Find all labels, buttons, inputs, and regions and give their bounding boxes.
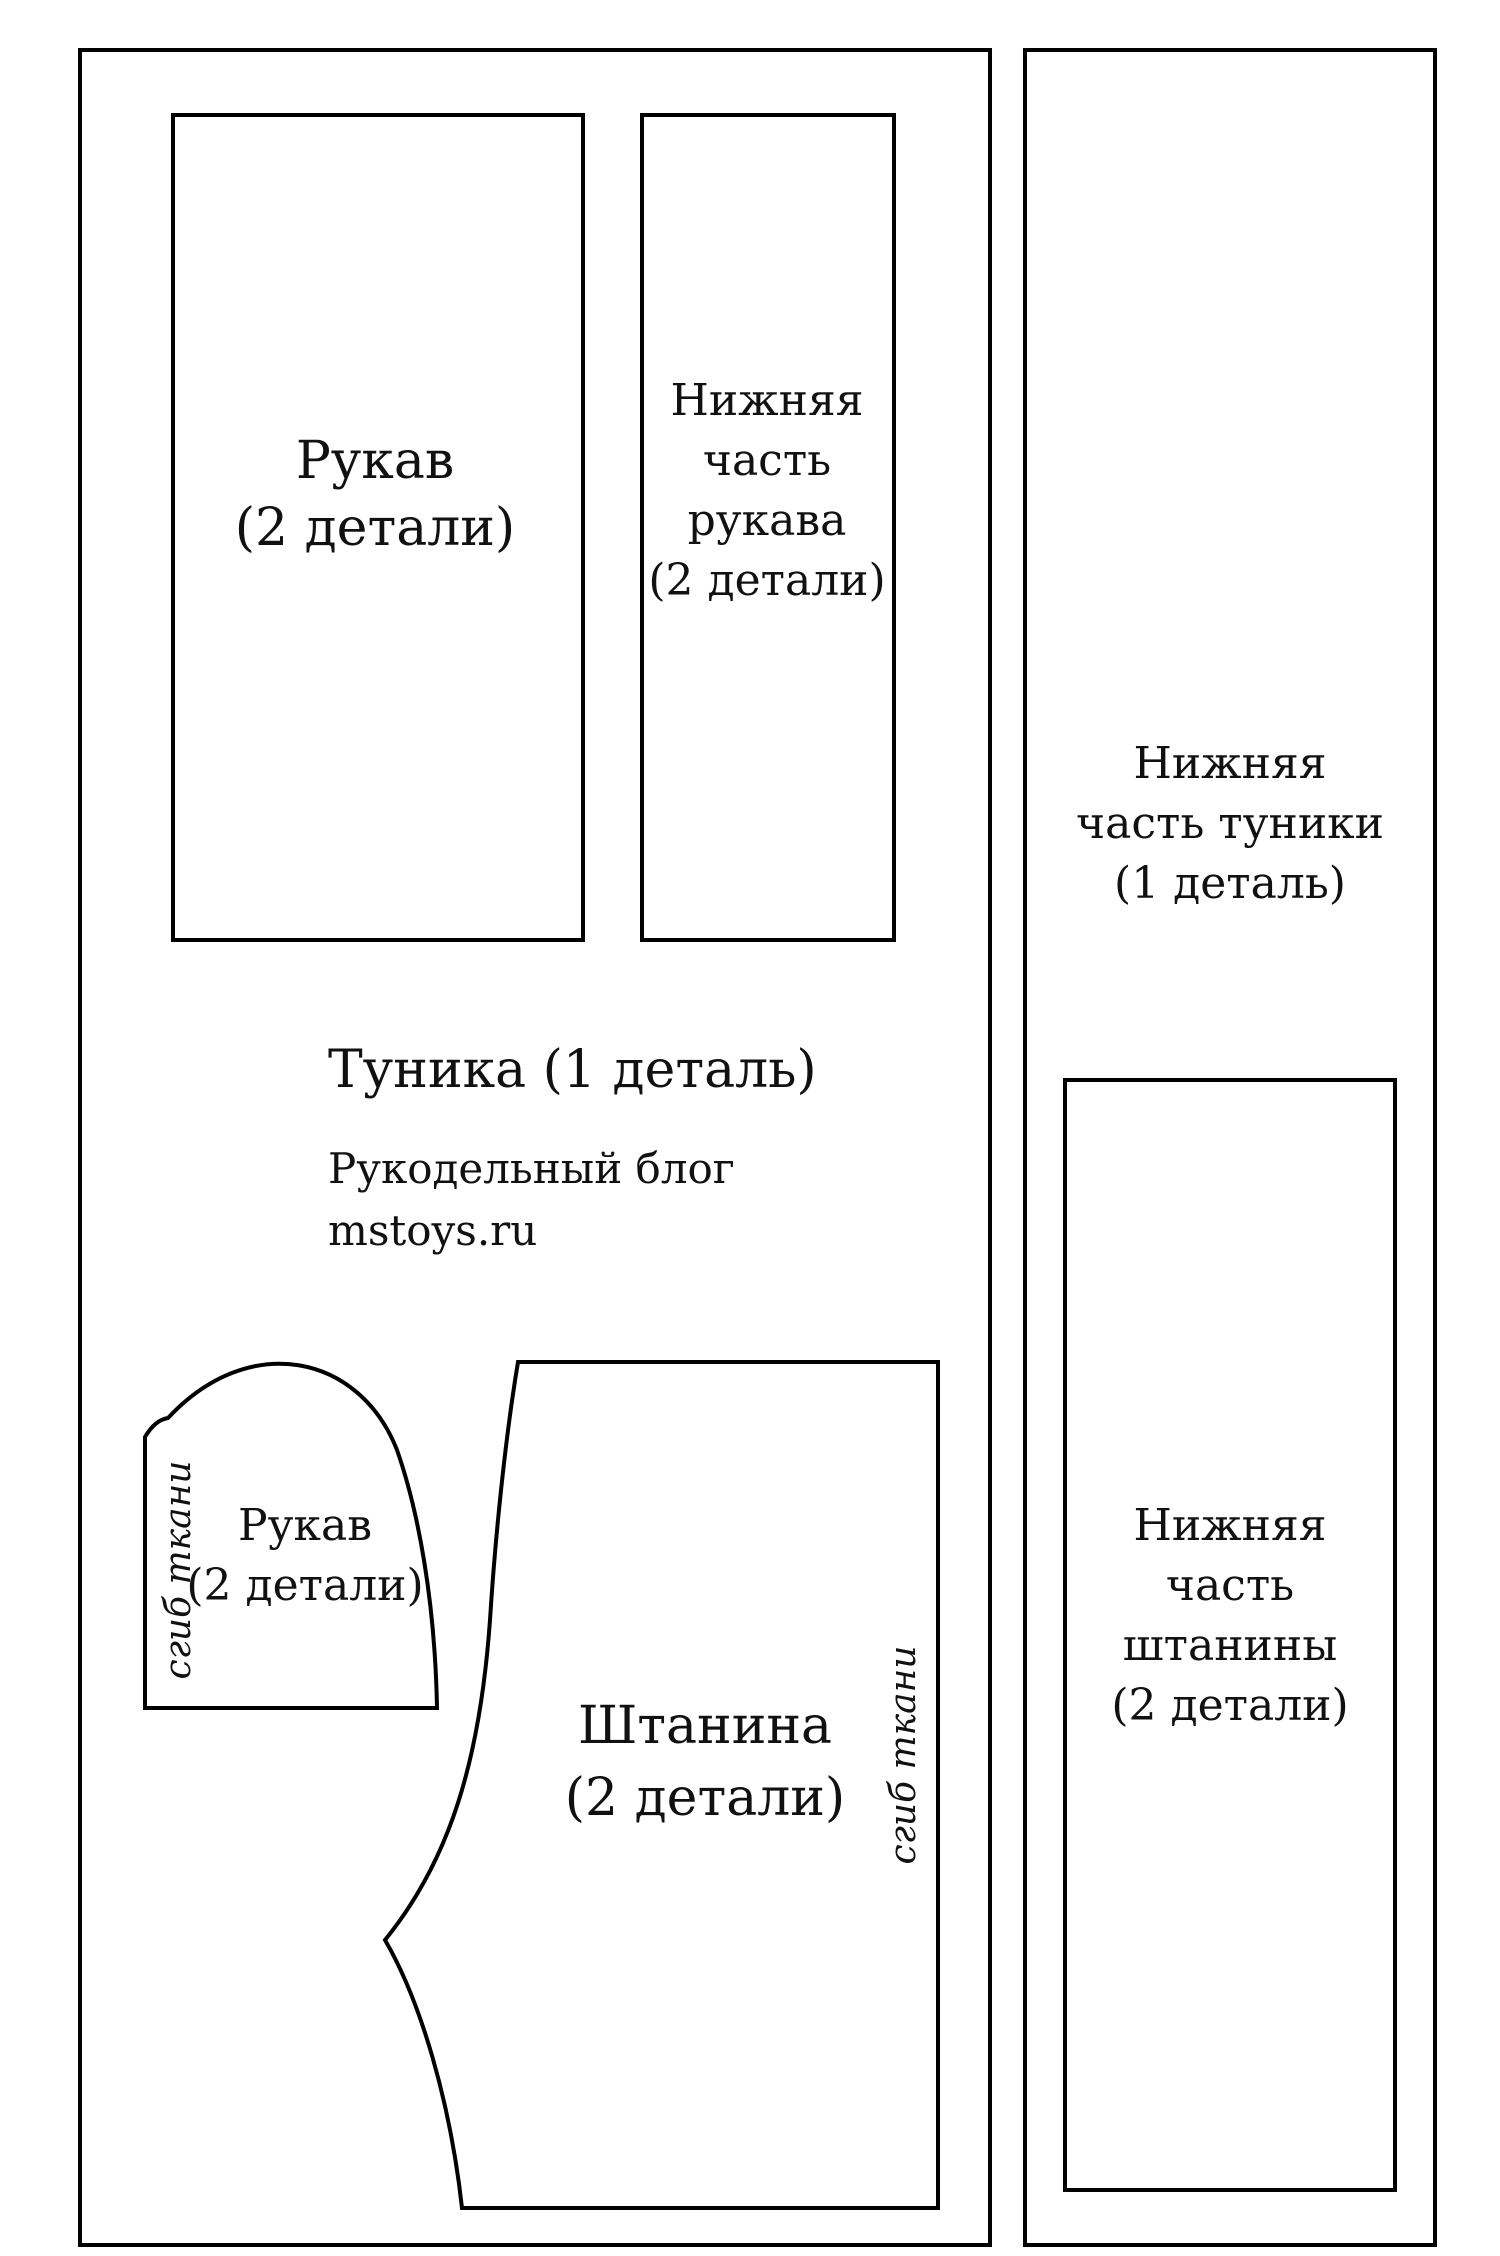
tunic-bottom-piece xyxy=(1025,50,1435,2245)
tunic-bottom-line1: Нижняя xyxy=(1133,738,1327,789)
sleeve-count: (2 детали) xyxy=(234,498,516,558)
sleeve-bottom-line1: Нижняя xyxy=(670,375,864,426)
trouser-bottom-count: (2 детали) xyxy=(1111,1680,1349,1731)
trouser-leg-count: (2 детали) xyxy=(564,1768,846,1828)
trouser-leg-fold-label: сгиб ткани xyxy=(883,1645,924,1865)
trouser-bottom-line1: Нижняя xyxy=(1133,1500,1327,1551)
tunic-bottom-line2: часть туники xyxy=(1076,798,1384,849)
tunic-title: Туника (1 деталь) xyxy=(328,1040,817,1100)
tunic-bottom-count: (1 деталь) xyxy=(1114,858,1346,909)
trouser-bottom-line2: часть xyxy=(1165,1560,1295,1611)
sleeve-bottom-line2: часть xyxy=(702,435,832,486)
sleeve-title: Рукав xyxy=(295,431,455,491)
sleeve-cap-fold-label: сгиб ткани xyxy=(158,1460,199,1680)
blog-url: mstoys.ru xyxy=(328,1206,538,1255)
trouser-bottom-line3: штанины xyxy=(1122,1620,1338,1671)
sleeve-cap-title: Рукав xyxy=(238,1500,372,1551)
blog-name: Рукодельный блог xyxy=(328,1144,735,1193)
sleeve-cap-count: (2 детали) xyxy=(186,1560,424,1611)
sleeve-bottom-count: (2 детали) xyxy=(648,555,886,606)
trouser-leg-title: Штанина xyxy=(577,1696,833,1756)
sleeve-bottom-line3: рукава xyxy=(687,495,847,546)
